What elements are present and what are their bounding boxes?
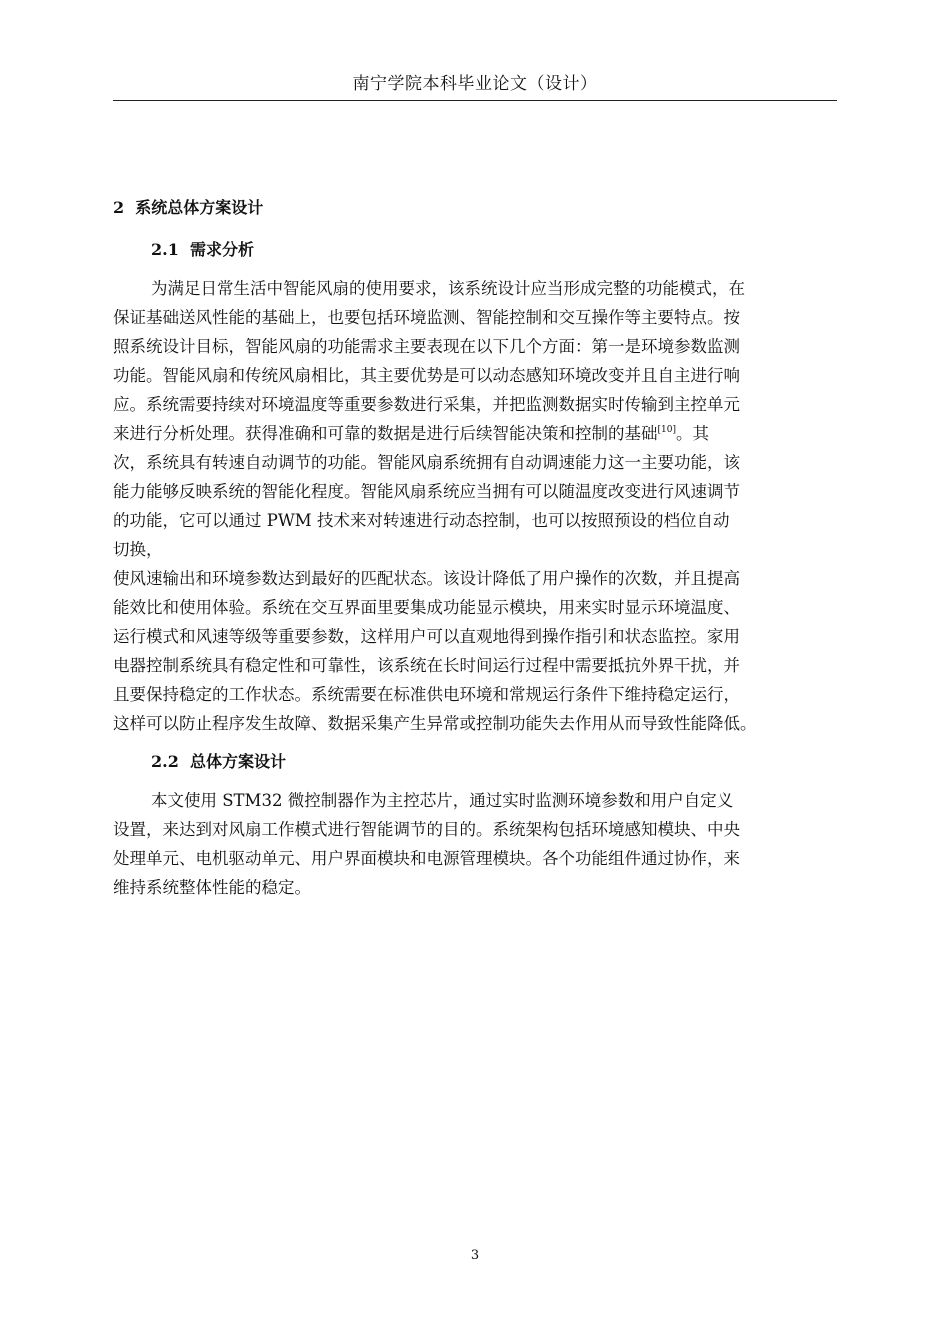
paragraph-line: 电器控制系统具有稳定性和可靠性，该系统在长时间运行过程中需要抵抗外界干扰，并 (113, 656, 740, 675)
paragraph-line: 能效比和使用体验。系统在交互界面里要集成功能显示模块，用来实时显示环境温度、 (113, 598, 740, 617)
citation-marker: [10] (657, 425, 676, 435)
paragraph-line-with-citation (113, 419, 848, 448)
section-heading-2: 2 系统总体方案设计 (113, 198, 264, 217)
paragraph-line: 为满足日常生活中智能风扇的使用要求，该系统设计应当形成完整的功能模式，在 (151, 279, 745, 298)
paragraph-line: 这样可以防止程序发生故障、数据采集产生异常或控制功能失去作用从而导致性能降低。 (113, 714, 757, 733)
paragraph-line-tail: 。其 (675, 424, 709, 443)
paragraph-line-text: 来进行分析处理。获得准确和可靠的数据是进行后续智能决策和控制的基础 (113, 424, 658, 443)
subsection-heading-2-1: 2.1 需求分析 (151, 240, 254, 259)
paragraph-requirements-analysis (113, 274, 848, 738)
page-body (113, 196, 848, 914)
paragraph-line: 切换， (113, 540, 163, 559)
paragraph-line: 处理单元、电机驱动单元、用户界面模块和电源管理模块。各个功能组件通过协作，来 (113, 849, 740, 868)
paragraph-line: 功能。智能风扇和传统风扇相比，其主要优势是可以动态感知环境改变并且自主进行响 (113, 366, 740, 385)
paragraph-line: 照系统设计目标，智能风扇的功能需求主要表现在以下几个方面：第一是环境参数监测 (113, 337, 740, 356)
paragraph-line: 应。系统需要持续对环境温度等重要参数进行采集，并把监测数据实时传输到主控单元 (113, 395, 740, 414)
paragraph-line: 保证基础送风性能的基础上，也要包括环境监测、智能控制和交互操作等主要特点。按 (113, 308, 740, 327)
paragraph-line: 的功能，它可以通过 PWM 技术来对转速进行动态控制，也可以按照预设的档位自动 (113, 511, 730, 530)
paragraph-line: 次，系统具有转速自动调节的功能。智能风扇系统拥有自动调速能力这一主要功能，该 (113, 453, 740, 472)
subsection-heading-2-2: 2.2 总体方案设计 (151, 752, 286, 771)
paragraph-overall-design (113, 786, 848, 902)
header-rule (113, 100, 837, 101)
paragraph-line: 能力能够反映系统的智能化程度。智能风扇系统应当拥有可以随温度改变进行风速调节 (113, 482, 740, 501)
page-number: 3 (470, 1248, 480, 1263)
paragraph-line: 维持系统整体性能的稳定。 (113, 878, 311, 897)
paragraph-line: 本文使用 STM32 微控制器作为主控芯片，通过实时监测环境参数和用户自定义 (151, 791, 734, 810)
paragraph-line: 设置，来达到对风扇工作模式进行智能调节的目的。系统架构包括环境感知模块、中央 (113, 820, 740, 839)
paragraph-line: 运行模式和风速等级等重要参数，这样用户可以直观地得到操作指引和状态监控。家用 (113, 627, 740, 646)
paragraph-line: 且要保持稳定的工作状态。系统需要在标准供电环境和常规运行条件下维持稳定运行， (113, 685, 740, 704)
paragraph-line: 使风速输出和环境参数达到最好的匹配状态。该设计降低了用户操作的次数，并且提高 (113, 569, 740, 588)
running-header: 南宁学院本科毕业论文（设计） (352, 74, 598, 94)
